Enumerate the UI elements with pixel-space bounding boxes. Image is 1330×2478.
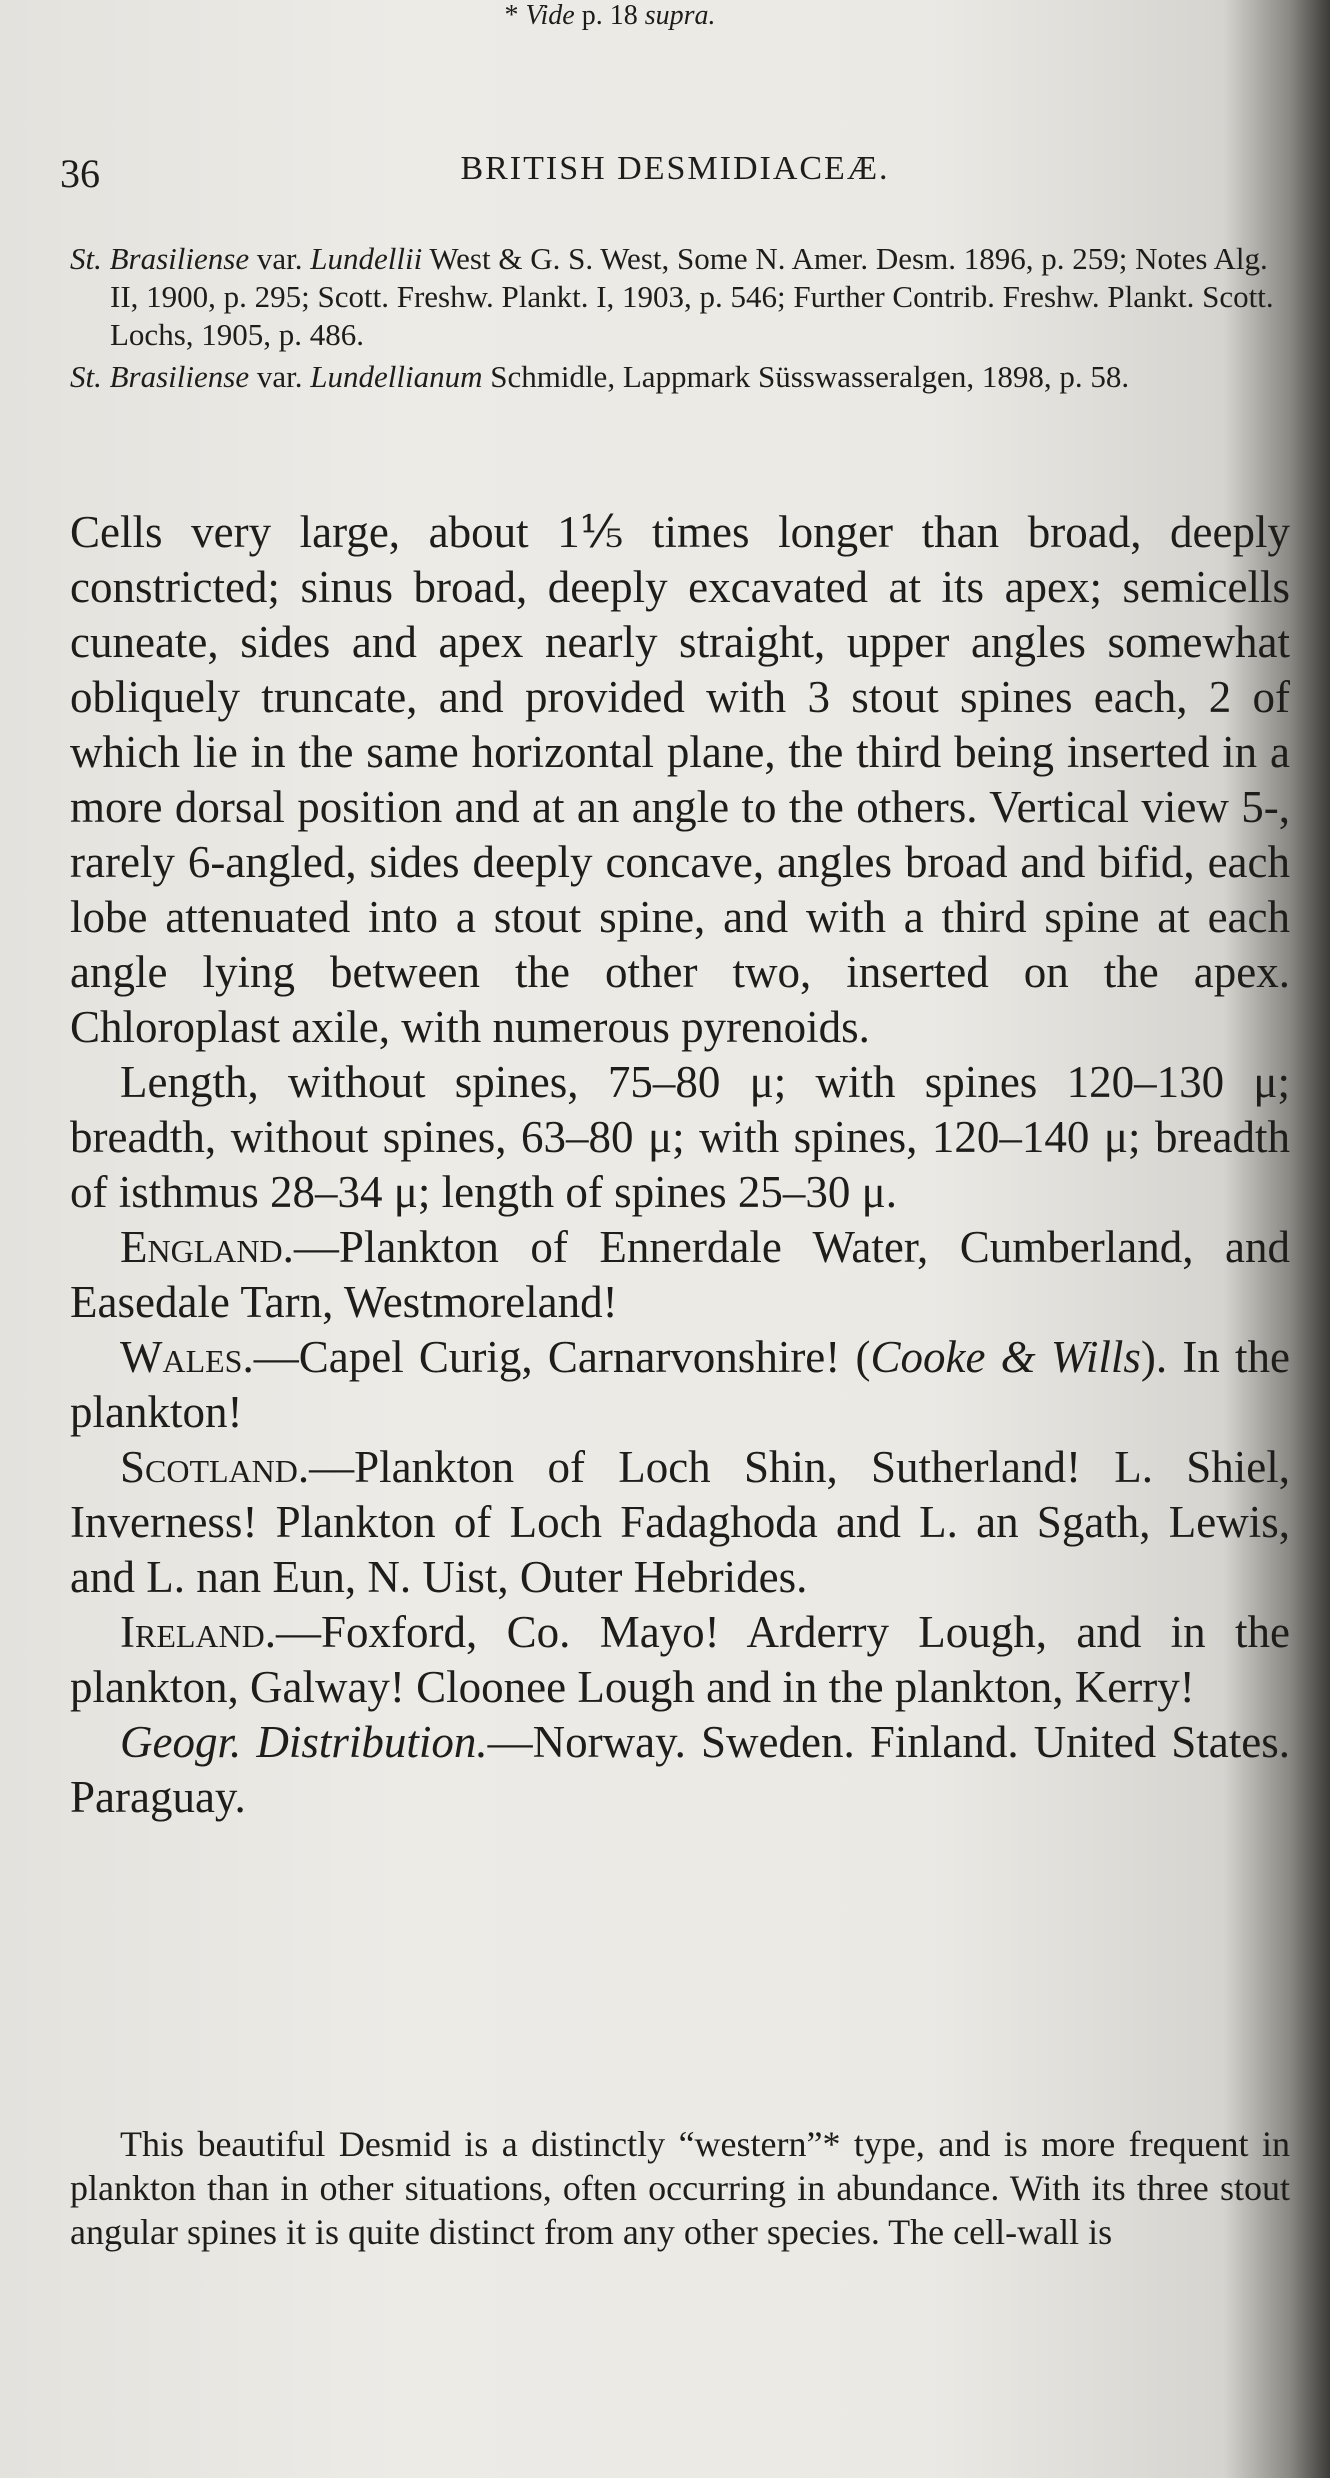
running-title: BRITISH DESMIDIACEÆ. — [460, 150, 890, 187]
footnote: * Vide p. 18 supra. — [504, 0, 716, 31]
geographic-distribution: Geogr. Distribution.—Norway. Sweden. Finland. United States. Paraguay. — [70, 1717, 1291, 1822]
synonymy-block — [70, 240, 1290, 396]
region-label: England. — [120, 1222, 294, 1272]
remarks-paragraph: This beautiful Desmid is a distinctly “western”* type, and is more frequent in plankton than in other situations, often occurring in abundance. With its three stout angular spines it is quite distinct from any other species. The cell-wall is — [70, 2124, 1290, 2252]
locality-ireland: Ireland.—Foxford, Co. Mayo! Arderry Lough, and in the plankton, Galway! Cloonee Lough and in the plankton, Kerry! — [70, 1607, 1290, 1712]
dimensions-paragraph: Length, without spines, 75–80 μ; with spines 120–130 μ; breadth, without spines, 63–80 μ; with spines, 120–140 μ; breadth of isthmus 28–34 μ; length of spines 25–30 μ. — [70, 1057, 1290, 1217]
synonym-entry: St. Brasiliense var. Lundellianum Schmidle, Lappmark Süsswasseralgen, 1898, p. 58. — [70, 359, 1130, 394]
region-label: Wales. — [120, 1332, 254, 1382]
locality-england: England.—Plankton of Ennerdale Water, Cumberland, and Easedale Tarn, Westmoreland! — [70, 1222, 1290, 1327]
locality-scotland: Scotland.—Plankton of Loch Shin, Sutherland! L. Shiel, Inverness! Plankton of Loch Fadaghoda and L. an Sgath, Lewis, and L. nan Eun, N. Uist, Outer Hebrides. — [70, 1442, 1290, 1602]
synonym-name: St. Brasiliense — [70, 359, 250, 394]
distribution-label: Geogr. Distribution. — [120, 1717, 488, 1767]
page-header — [60, 150, 1230, 210]
citation: West & G. S. West, Some N. Amer. Desm. 1896, p. 259; Notes Alg. II, 1900, p. 295; Scott. Freshw. Plankt. I, 1903, p. 546; Further Contrib. Freshw. Plankt. Scott. Lochs, 1905, p. 486. — [110, 241, 1274, 352]
footnote-mark: * — [504, 0, 519, 31]
species-description — [70, 505, 1290, 1825]
page-number: 36 — [60, 151, 100, 196]
synonym-name: St. Brasiliense — [70, 241, 250, 276]
description-paragraph: Cells very large, about 1⅕ times longer than broad, deeply constricted; sinus broad, deeply excavated at its apex; semicells cuneate, sides and apex nearly straight, upper angles somewhat obliquely truncate, and provided with 3 stout spines each, 2 of which lie in the same horizontal plane, the third being inserted in a more dorsal position and at an angle to the others. Vertical view 5-, rarely 6-angled, sides deeply concave, angles broad and bifid, each lobe attenuated into a stout spine, and with a third spine at each angle lying between the other two, inserted on the apex. Chloroplast axile, with numerous pyrenoids. — [70, 507, 1290, 1052]
region-label: Ireland. — [120, 1607, 277, 1657]
variety-name: Lundellii — [310, 241, 423, 276]
synonym-entry: St. Brasiliense var. Lundellii West & G. S. West, Some N. Amer. Desm. 1896, p. 259; Notes Alg. II, 1900, p. 295; Scott. Freshw. Plankt. I, 1903, p. 546; Further Contrib. Freshw. Plankt. Scott. Lochs, 1905, p. 486. — [70, 241, 1274, 352]
variety-name: Lundellianum — [310, 359, 483, 394]
remarks — [70, 2122, 1290, 2254]
region-label: Scotland. — [120, 1442, 310, 1492]
locality-wales: Wales.—Capel Curig, Carnarvonshire! (Cooke & Wills). In the plankton! — [70, 1332, 1290, 1437]
citation: Schmidle, Lappmark Süsswasseralgen, 1898, p. 58. — [490, 359, 1130, 394]
